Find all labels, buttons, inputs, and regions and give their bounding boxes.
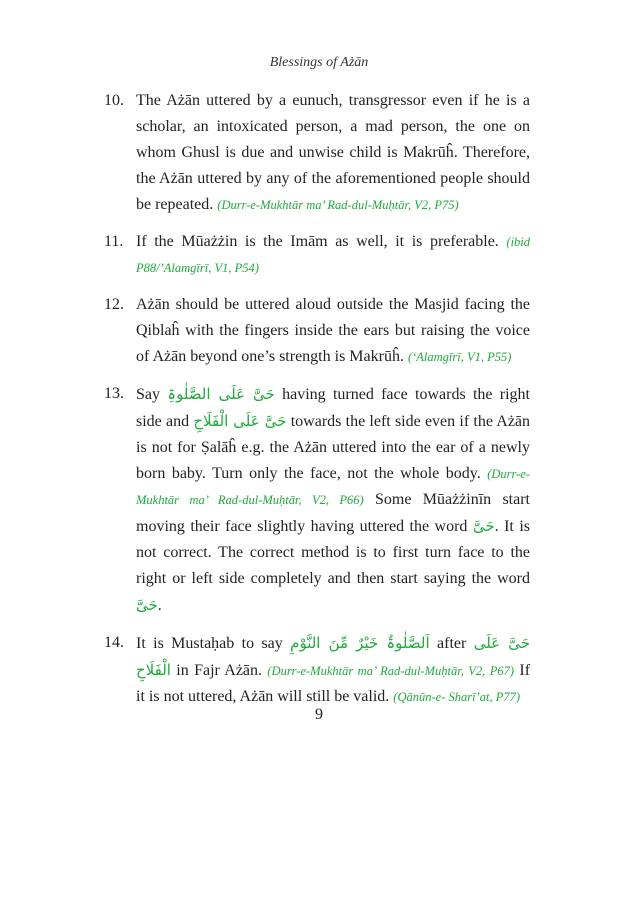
- list-item: [104, 88, 530, 218]
- arabic-phrase: حَیَّ عَلَی الْفَلَاحِ: [193, 412, 287, 430]
- reference: (Durr-e-Mukhtār ma’ Rad-dul-Muḥtār, V2, P67): [267, 664, 515, 678]
- item-text: If it is not uttered, Ażān will still be valid.: [136, 662, 531, 705]
- item-text: having turned face towards the right side and: [136, 386, 530, 430]
- item-number: 14.: [104, 634, 124, 651]
- reference: (Durr-e-Mukhtār ma’ Rad-dul-Muḥtār, V2, P66): [136, 467, 531, 507]
- item-text: If the Mūażżin is the Imām as well, it is preferable.: [136, 233, 499, 250]
- list-item: [104, 292, 530, 370]
- arabic-phrase: اَلصَّلٰوۃُ خَیْرٌ مِّنَ النَّوْمِ: [290, 634, 430, 652]
- item-text: after: [437, 635, 467, 652]
- item-text: . It is not correct. The correct method is to first turn face to the right or left side completely and then start saying the word: [136, 518, 531, 587]
- item-number: 10.: [104, 92, 124, 109]
- arabic-phrase: حَیَّ عَلَی الصَّلٰوۃِ: [167, 385, 275, 403]
- rules-list: [104, 88, 530, 721]
- page-number: 9: [315, 706, 323, 723]
- item-text: in Fajr Ażān.: [176, 662, 263, 679]
- reference: (Durr-e-Mukhtār ma’ Rad-dul-Muḥtār, V2, P75): [217, 198, 459, 212]
- item-text: .: [157, 597, 162, 614]
- arabic-phrase: حَیَّ: [472, 517, 495, 535]
- arabic-phrase: حَیَّ: [136, 596, 158, 614]
- reference: (ibid P88/’Alamgīrī, V1, P54): [136, 235, 531, 275]
- item-text: towards the left side even if the Ażān is not for Ṣalāĥ e.g. the Ażān uttered into the ear of a newly born baby. Turn only the face, not the whole body.: [136, 413, 531, 482]
- list-item: [104, 381, 530, 619]
- reference: (‘Alamgīrī, V1, P55): [407, 350, 512, 364]
- item-number: 12.: [104, 296, 124, 313]
- arabic-phrase: حَیَّ عَلَی الْفَلَاحِ: [136, 634, 531, 679]
- running-header: Blessings of Ażān: [269, 55, 369, 70]
- list-item: [104, 630, 530, 710]
- list-item: [104, 229, 530, 281]
- item-text: The Ażān uttered by a eunuch, transgressor even if he is a scholar, an intoxicated person, a mad person, the one on whom Ghusl is due and unwise child is Makrūĥ. Therefore, the Ażān uttered by any of the aforementioned people should be repeated.: [136, 92, 530, 213]
- item-text: Ażān should be uttered aloud outside the Masjid facing the Qiblaĥ with the fingers inside the ears but raising the voice of Ażān beyond one’s strength is Makrūĥ.: [136, 296, 530, 365]
- item-number: 13.: [104, 385, 124, 402]
- item-text: Some Mūażżinīn start moving their face slightly having uttered the word: [136, 491, 530, 535]
- item-text: Say: [136, 386, 160, 403]
- item-number: 11.: [104, 233, 124, 250]
- item-text: It is Mustaḥab to say: [136, 635, 283, 652]
- reference: (Qānūn-e- Sharī’at, P77): [393, 690, 521, 704]
